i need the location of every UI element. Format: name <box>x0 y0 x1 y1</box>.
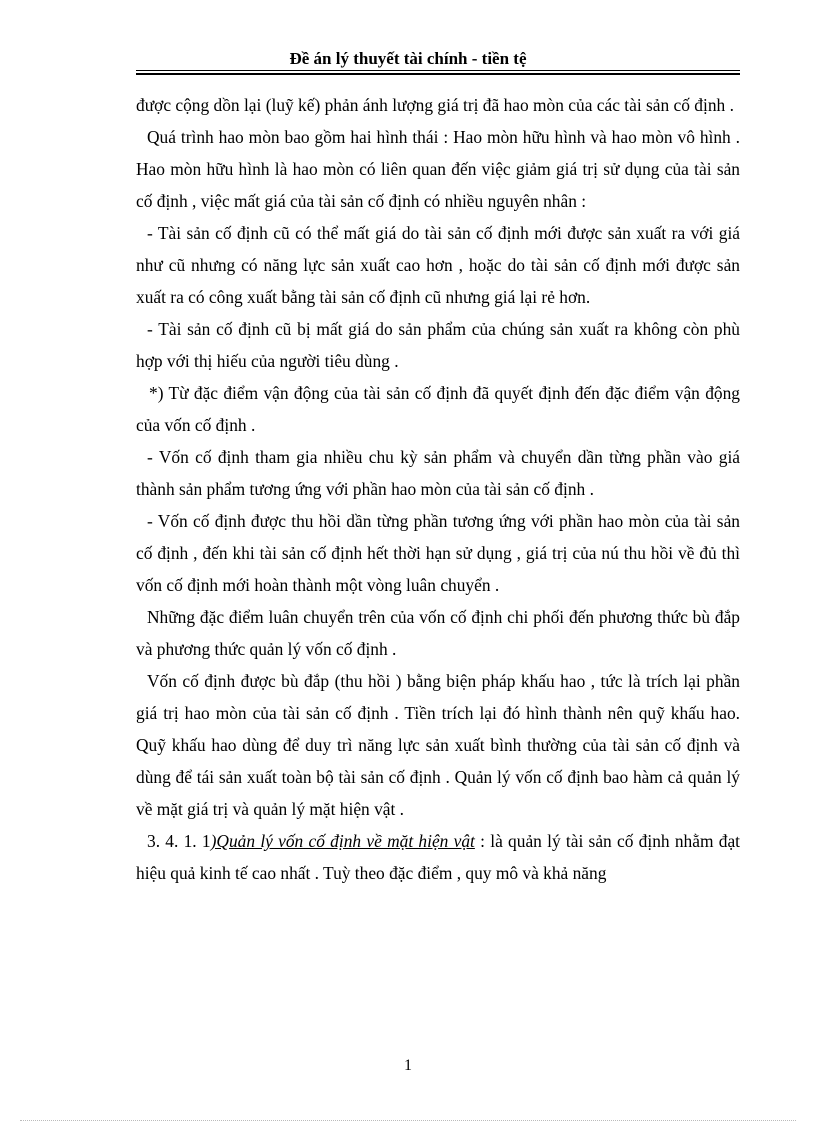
page-bottom-divider <box>20 1120 796 1121</box>
header-rule-thick <box>136 73 740 75</box>
paragraph: được cộng dồn lại (luỹ kế) phản ánh lượng giá trị đã hao mòn của các tài sản cố định . <box>136 95 734 115</box>
bullet-paragraph: - Tài sản cố định cũ bị mất giá do sản phẩm của chúng sản xuất ra không còn phù hợp với thị hiếu của người tiêu dùng . <box>136 319 740 371</box>
bullet-paragraph: - Tài sản cố định cũ có thể mất giá do tài sản cố định mới được sản xuất ra với giá như cũ nhưng có năng lực sản xuất cao hơn , hoặc do tài sản cố định mới được sản xuất ra có công xuất bằng tài sản cố định cũ nhưng giá lại rẻ hơn. <box>136 223 740 307</box>
bullet-paragraph: - Vốn cố định tham gia nhiều chu kỳ sản phẩm và chuyển dần từng phần vào giá thành sản phẩm tương ứng với phần hao mòn của tài sản cố định . <box>136 447 740 499</box>
paragraph: Vốn cố định được bù đắp (thu hồi ) bằng biện pháp khấu hao , tức là trích lại phần giá trị hao mòn của tài sản cố định . Tiền trích lại đó hình thành nên quỹ khấu hao. Quỹ khấu hao dùng để duy trì năng lực sản xuất bình thường của tài sản cố định và dùng để tái sản xuất toàn bộ tài sản cố định . Quản lý vốn cố định bao hàm cả quản lý về mặt giá trị và quản lý mặt hiện vật . <box>136 671 740 819</box>
bullet-paragraph: - Vốn cố định được thu hồi dần từng phần tương ứng với phần hao mòn của tài sản cố định , đến khi tài sản cố định hết thời hạn sử dụng , giá trị của nú thu hồi về đủ thì vốn cố định mới hoàn thành một vòng luân chuyển . <box>136 511 740 595</box>
header-title: Đề án lý thuyết tài chính - tiền tệ <box>289 49 527 68</box>
section-title: )Quản lý vốn cố định về mặt hiện vật <box>210 831 475 851</box>
header-rule-thin <box>136 70 740 71</box>
section-text: : là quản lý tài sản cố định nhằm đạt hiệu quả kinh tế cao nhất . Tuỳ theo đặc điểm , quy mô và khả năng <box>136 831 740 883</box>
body-text <box>136 89 740 889</box>
note-paragraph: *) Từ đặc điểm vận động của tài sản cố định đã quyết định đến đặc điểm vận động của vốn cố định . <box>136 383 740 435</box>
section-number: 3. 4. 1. 1 <box>147 831 211 851</box>
paragraph: Quá trình hao mòn bao gồm hai hình thái : Hao mòn hữu hình và hao mòn vô hình . Hao mòn hữu hình là hao mòn có liên quan đến việc giảm giá trị sử dụng của tài sản cố định , việc mất giá của tài sản cố định có nhiều nguyên nhân : <box>136 127 740 211</box>
paragraph: Những đặc điểm luân chuyển trên của vốn cố định chi phối đến phương thức bù đắp và phương thức quản lý vốn cố định . <box>136 607 740 659</box>
section-paragraph <box>136 825 740 889</box>
page-number: 1 <box>404 1057 412 1074</box>
